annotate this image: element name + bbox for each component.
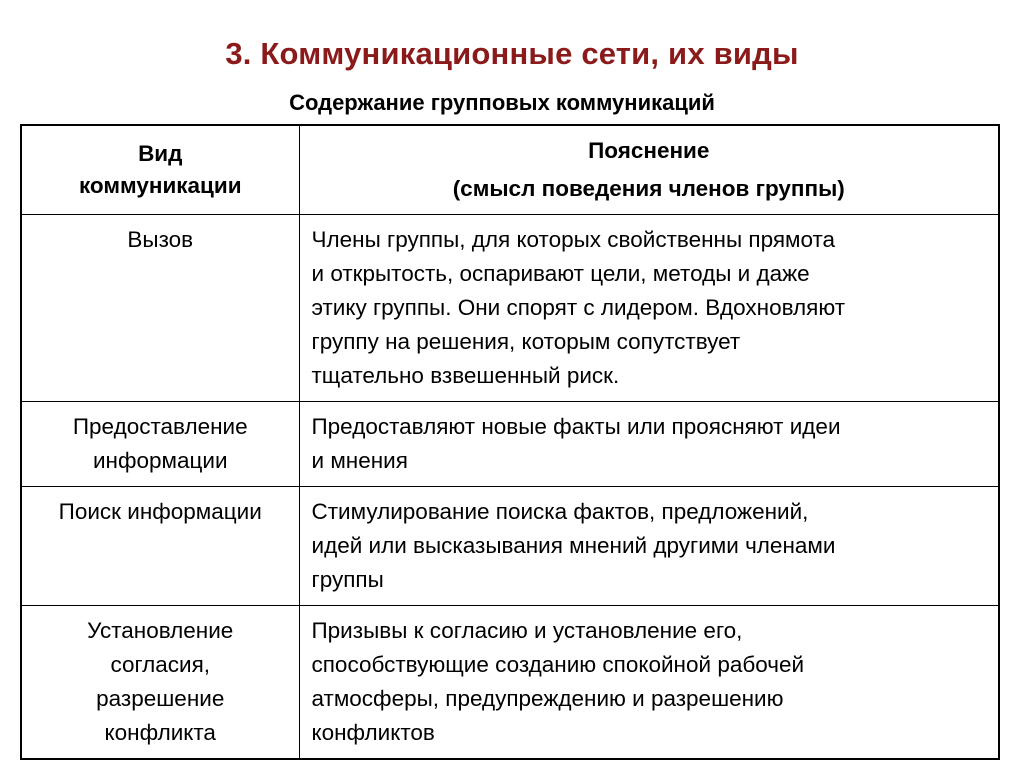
explanation-line: атмосферы, предупреждению и разрешению [311, 686, 784, 711]
type-line: Установление [87, 618, 234, 643]
row-type-cell [21, 487, 299, 606]
row-type-cell [21, 402, 299, 487]
explanation-line: конфликтов [311, 720, 435, 745]
type-line: информации [92, 448, 228, 473]
type-line: разрешение [96, 686, 225, 711]
explanation-line: и открытость, оспаривают цели, методы и даже [311, 261, 810, 286]
row-type-cell [21, 606, 299, 760]
header-expl-line-2: (смысл поведения членов группы) [452, 176, 845, 201]
table-row [21, 487, 999, 606]
slide-title: 3. Коммуникационные сети, их виды [225, 36, 799, 71]
communications-table [20, 124, 1000, 760]
explanation-line: идей или высказывания мнений другими членами [311, 533, 836, 558]
explanation-line: этику группы. Они спорят с лидером. Вдохновляют [311, 295, 846, 320]
explanation-line: группу на решения, которым сопутствует [311, 329, 741, 354]
header-explanation [299, 125, 999, 215]
explanation-line: и мнения [311, 448, 408, 473]
table-row [21, 402, 999, 487]
type-line: конфликта [104, 720, 216, 745]
row-explanation-cell [299, 606, 999, 760]
type-line: Предоставление [72, 414, 248, 439]
explanation-line: Предоставляют новые факты или проясняют идеи [311, 414, 841, 439]
row-explanation-cell [299, 487, 999, 606]
table-row [21, 606, 999, 760]
row-explanation-cell [299, 402, 999, 487]
type-line: согласия, [110, 652, 211, 677]
header-communication-type [21, 125, 299, 215]
explanation-line: группы [311, 567, 384, 592]
explanation-line: способствующие созданию спокойной рабочей [311, 652, 805, 677]
type-line: Поиск информации [58, 499, 262, 524]
explanation-line: Стимулирование поиска фактов, предложений, [311, 499, 809, 524]
table-header-row [21, 125, 999, 215]
slide-subtitle: Содержание групповых коммуникаций [289, 90, 715, 115]
header-type-line-1: Вид [138, 141, 183, 166]
type-line: Вызов [127, 227, 194, 252]
explanation-line: тщательно взвешенный риск. [311, 363, 620, 388]
header-expl-line-1: Пояснение [588, 138, 710, 163]
row-explanation-cell [299, 215, 999, 402]
row-type-cell [21, 215, 299, 402]
table-row [21, 215, 999, 402]
explanation-line: Призывы к согласию и установление его, [311, 618, 743, 643]
header-type-line-2: коммуникации [78, 173, 242, 198]
explanation-line: Члены группы, для которых свойственны прямота [311, 227, 836, 252]
